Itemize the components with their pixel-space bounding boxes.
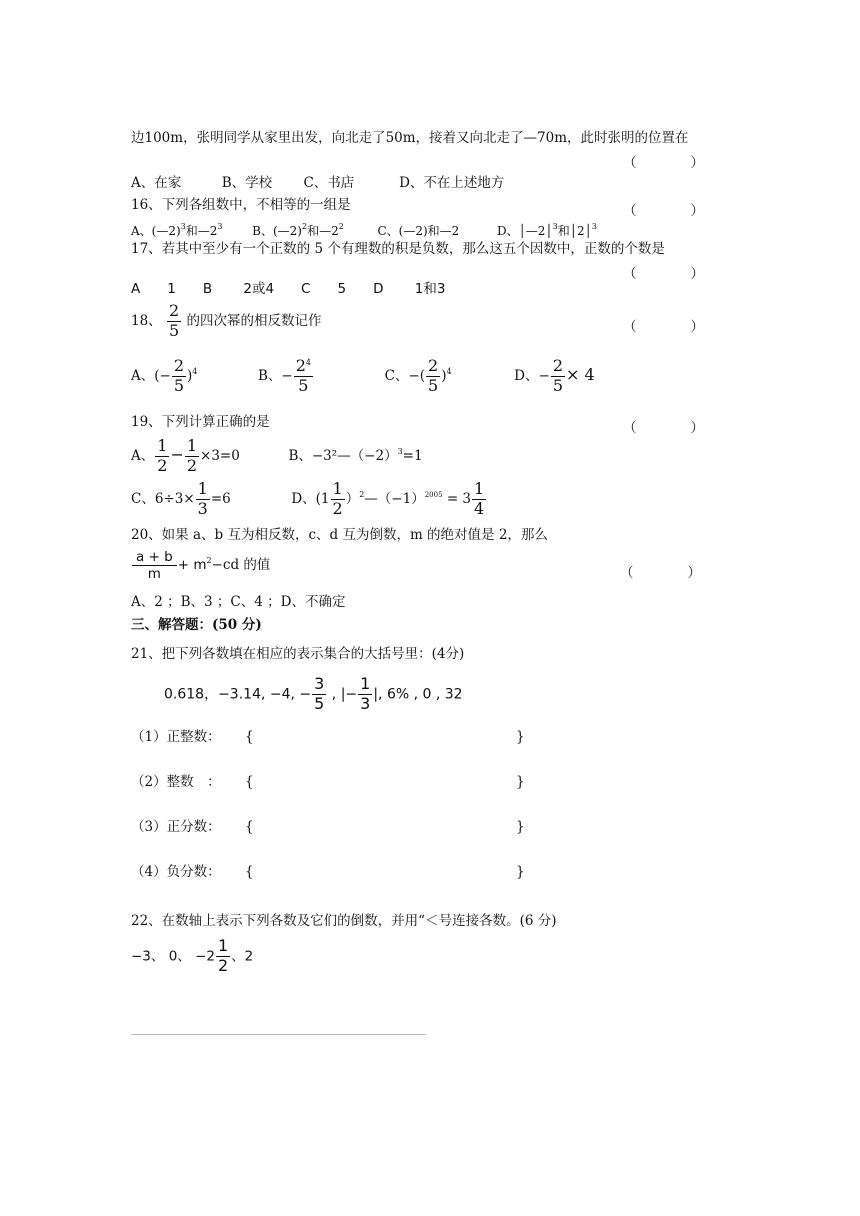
q18-opt-b: B、− $\frac{2^4}{5}$	[257, 356, 311, 395]
q18-options	[131, 358, 595, 395]
q20-expression: $\frac{a + b}{m}$ + $m^2-cd$ 的值	[131, 550, 270, 581]
q18-line: 18、 $\frac{2}{5}$ 的四次幂的相反数记作	[131, 301, 322, 340]
q16-answer-paren: （ ）	[623, 203, 704, 219]
q16-opt-d: D、│—2│$^3$和│2│$^3$	[496, 222, 597, 238]
q19-opt-a: A、 $\frac{1}{2}$ − $\frac{1}{2}$ ×3=0	[131, 436, 240, 475]
q19-opt-c: C、6÷3× $\frac{1}{3}$ =6	[131, 479, 231, 518]
q18-opt-c: C、−( $\frac{2}{5}$ )$^4$	[384, 356, 452, 395]
q21-row-integers-open: {	[245, 774, 254, 790]
q15-text: 边100m，张明同学从家里出发，向北走了50m，接着又向北走了—70m，此时张明的位置在	[131, 130, 689, 146]
q17-answer-paren: （ ）	[623, 266, 704, 282]
q20-answer-paren: （ ）	[620, 565, 701, 581]
q19-text: 19、下列计算正确的是	[131, 414, 270, 430]
q17-options: A 1 B 2或4 C 5 D 1和3	[131, 281, 446, 297]
q20-text: 20、如果 a、b 互为相反数，c、d 互为倒数，m 的绝对值是 2，那么	[131, 527, 548, 543]
q22-numbers: −3、 0、 −2 $\frac{1}{2}$ 、2	[131, 936, 254, 975]
q19-answer-paren: （ ）	[623, 420, 704, 436]
q21-numbers: 0.618，−3.14, −4, − $\frac{3}{5}$ , |− $\frac{1}{3}$ |, 6% , 0 , 32	[164, 674, 463, 713]
q21-row-integers-close: }	[516, 774, 525, 790]
q15-answer-paren: （ ）	[623, 155, 704, 171]
q19-opt-b: B、$-3^2—(-2)^3=1$	[288, 446, 423, 464]
q18-opt-a: A、(− $\frac{2}{5}$ )$^4$	[131, 356, 198, 395]
q18-fraction: $\frac{2}{5}$	[168, 301, 180, 340]
q21-row-negative-fractions-close: }	[516, 864, 525, 880]
section-3-title: 三、解答题：(50 分)	[131, 617, 262, 633]
q16-opt-c: C、(—2)和—2	[377, 224, 460, 238]
q21-row-integers: （2）整数 ：	[131, 774, 221, 790]
q21-row-positive-integers-close: }	[516, 729, 525, 745]
q16-opt-b: B、(—2)$^2$和$—2^2$	[252, 222, 344, 238]
q18-opt-d: D、− $\frac{2}{5}$ × 4	[514, 356, 595, 395]
q21-row-positive-fractions-close: }	[516, 819, 525, 835]
q16-options	[131, 223, 597, 237]
q16-opt-a: A、(—2)$^3$和$—2^3$	[131, 222, 223, 238]
q22-text: 22、在数轴上表示下列各数及它们的倒数，并用“＜号连接各数。(6 分)	[131, 913, 557, 929]
footnote-divider	[131, 1034, 426, 1035]
q19-row1	[131, 438, 423, 475]
q15-options: A、在家 B、学校 C、书店 D、不在上述地方	[131, 175, 505, 191]
q21-text: 21、把下列各数填在相应的表示集合的大括号里：(4分)	[131, 646, 465, 662]
q17-text: 17、若其中至少有一个正数的 5 个有理数的积是负数，那么这五个因数中，正数的个数是	[131, 241, 665, 257]
q21-row-positive-fractions-open: {	[245, 819, 254, 835]
q21-row-negative-fractions-open: {	[245, 864, 254, 880]
q16-text: 16、下列各组数中，不相等的一组是	[131, 197, 351, 213]
q21-row-positive-integers-open: {	[245, 729, 254, 745]
q19-row2	[131, 481, 487, 518]
q20-options: A、2 ；B、3 ；C、4 ；D、不确定	[131, 594, 346, 610]
q21-row-positive-integers: （1）正整数：	[131, 729, 221, 745]
q19-opt-d: D、(1 $\frac{1}{2}$ ）$^2—(-1)^{2005} = 3$ $\frac{1}{4}$	[291, 479, 485, 518]
q21-row-positive-fractions: （3）正分数：	[131, 819, 221, 835]
q21-row-negative-fractions: （4）负分数：	[131, 864, 221, 880]
q18-answer-paren: （ ）	[623, 319, 704, 335]
